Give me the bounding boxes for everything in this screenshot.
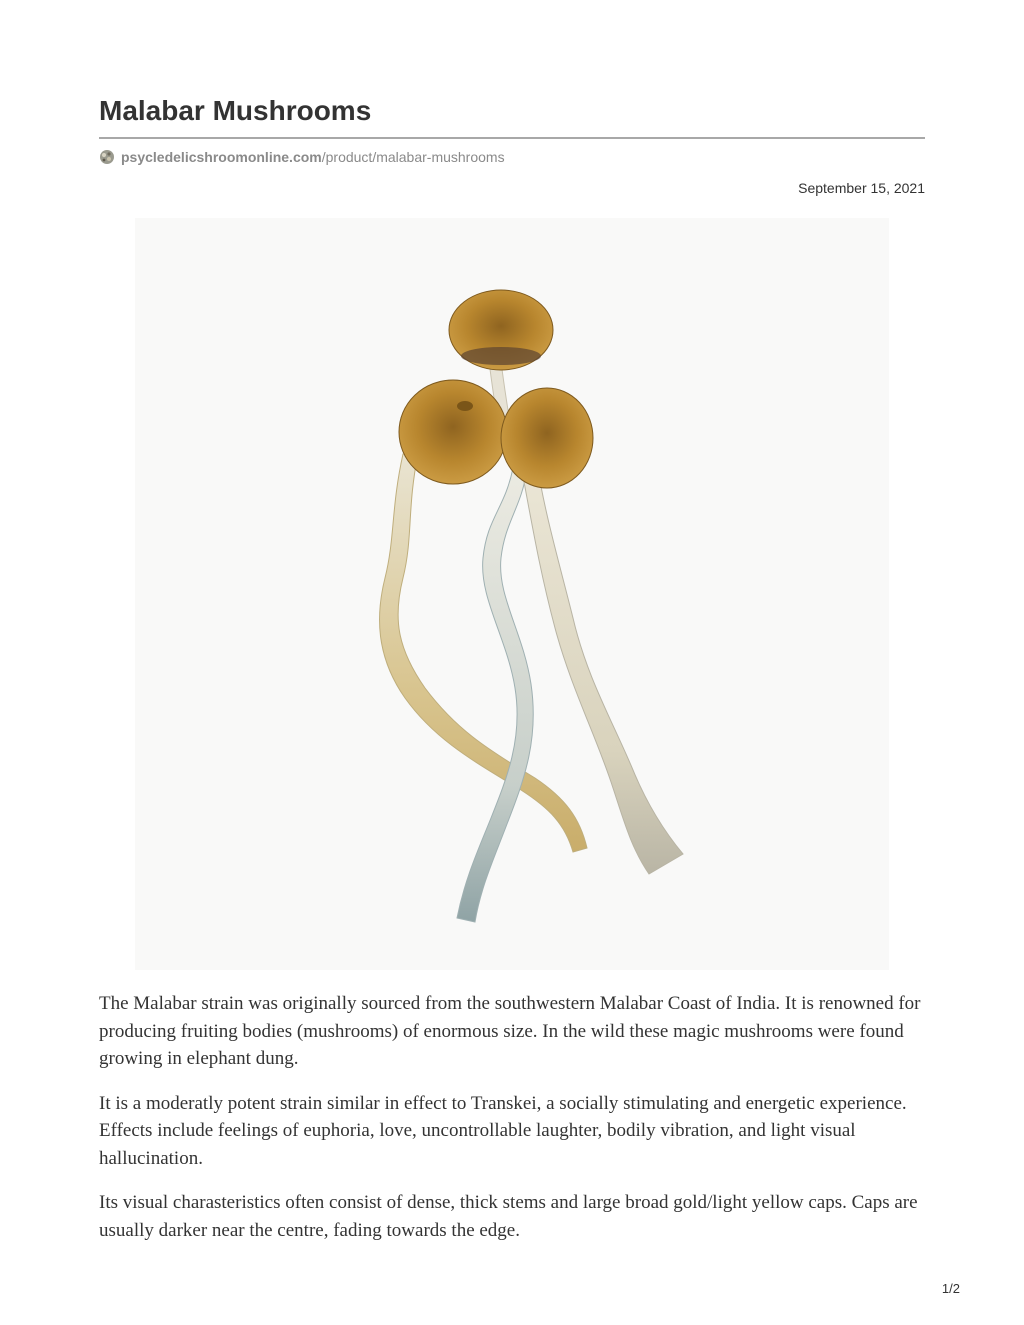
mushroom-favicon-icon [99, 149, 115, 165]
middle-stem [457, 468, 533, 922]
title-divider [99, 137, 925, 139]
paragraph-2: It is a moderatly potent strain similar in effect to Transkei, a socially stimulating and energetic experience. Effects include feelings of euphoria, love, uncontrollable laughter, bodily vibration, and light visual hallucination. [99, 1092, 907, 1169]
page-title: Malabar Mushrooms [99, 95, 372, 126]
paragraph-3: Its visual charasteristics often consist of dense, thick stems and large broad gold/light yellow caps. Caps are usually darker near the centre, fading towards the edge. [99, 1192, 918, 1241]
right-stem [521, 464, 683, 874]
publish-date: September 15, 2021 [798, 180, 925, 196]
mushroom-photo [135, 218, 889, 970]
source-path: /product/malabar-mushrooms [321, 149, 505, 165]
left-stem [380, 454, 587, 852]
article-body [99, 990, 925, 1261]
source-domain-link[interactable]: psycledelicshroomonline.com [121, 149, 322, 165]
right-cap [501, 388, 593, 488]
page-number: 1/2 [941, 1281, 960, 1296]
paragraph-1: The Malabar strain was originally sourced from the southwestern Malabar Coast of India. It is renowned for producing fruiting bodies (mushrooms) of enormous size. In the wild these magic mushrooms were found growing in elephant dung. [99, 993, 921, 1069]
left-cap [399, 380, 507, 484]
source-line [99, 147, 505, 167]
